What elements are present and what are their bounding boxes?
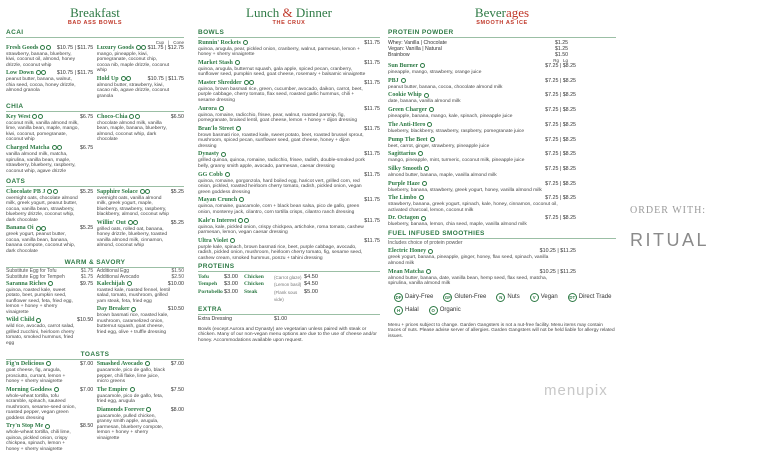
menu-item: Bran'lo Street $11.75 brown basmati rice, roasted kale, sweet potato, beet, roasted brussel sprout, mushroom, spiced pecan, sunflower seed, goat cheese, honey + dijon dressing (198, 125, 380, 149)
beverages-column (388, 6, 616, 339)
menu-item: Ultra Violet $11.75 purple kale, spinach, brown basmati rice, beet, purple cabbage, avocado, radish, pickled onion, mushroom, heirloom cherry tomato, fig, sesame seed, cashew cream, smoked hummus, ponzu + tahini dressing (198, 237, 380, 261)
diet-icon (249, 80, 254, 85)
menu-item: Banana Oi $5.25 greek yogurt, peanut butter, cocoa, vanilla bean, banana, banana compote, coconut whip, dark chocolate (6, 225, 94, 254)
lunch-title: Lunch & Dinner (246, 5, 332, 20)
diet-icon (430, 137, 435, 142)
diet-icon (48, 281, 53, 286)
toasts-heading: TOASTS (6, 351, 184, 360)
diet-icon (244, 218, 249, 223)
menu-item: The Empire $7.50 guacamole, pico de gallo, feta, fried egg, arugula (96, 386, 184, 405)
acai-size-header: Cup | Cone (155, 39, 184, 45)
legend-dairy-free: DF Dairy-Free (395, 294, 434, 301)
diet-icon (219, 106, 224, 111)
menu-item: Sagittarius $7.25 | $8.25 mango, pineapple, mint, turmeric, coconut milk, pineapple juice (388, 151, 576, 164)
diet-icon (45, 424, 50, 429)
legend-nuts: N Nuts (496, 293, 519, 302)
diet-icon (133, 220, 138, 225)
diet-icon (235, 60, 240, 65)
diet-icon (121, 76, 126, 81)
protein-powder-heading: PROTEIN POWDER (388, 29, 616, 38)
menu-item: The Anti-Hero $7.25 | $8.25 blueberry, blackberry, strawberry, raspberry, pomegranate juice (388, 121, 576, 134)
protein-powder-list (388, 40, 616, 59)
menu-item: GG Cobb $11.75 quinoa, romaine, gorgonzola, hard boiled egg, haricot vert, grilled corn, red onion, pickled, roasted heirloom cherry tomato, radish, pickled onion, vegan green goddess dressing (198, 171, 380, 195)
diet-icon (36, 226, 41, 231)
legend-direct-trade: DT Direct Trade (569, 294, 612, 301)
diet-icon (47, 189, 52, 194)
bowls-list (198, 40, 380, 262)
diet-icon (32, 114, 37, 119)
diet-icon (36, 318, 41, 323)
menu-item: Smashed Avocado $7.00 guacamole, pico de gallo, black pepper, chili flake, lime juice, micro greens (96, 361, 184, 385)
breakfast-title: Breakfast (70, 5, 120, 20)
diet-legend (388, 293, 616, 315)
menu-item: Green Charger $7.25 | $8.25 pineapple, banana, mango, kale, spinach, pineapple juice (388, 107, 576, 120)
diet-icon (126, 76, 131, 81)
legend-halal: H Halal (394, 306, 419, 315)
menu-item: Mayan Crunch $11.75 quinoa, romaine, guacamole, corn + black bean salsa, pico de gallo, green onion, monterey jack, cilantro, corn tortilla crisps, cilantro ranch dressing (198, 197, 380, 215)
menu-item: Aurora $11.75 quinoa, romaine, radicchio, frisee, pear, walnut, roasted parsnip, fig, pomegranate, braised lentil, goat cheese, lemon + honey + dijon dressing (198, 105, 380, 124)
diet-icon (46, 361, 51, 366)
infused-subheading: Includes choice of protein powder (388, 239, 463, 246)
menu-item: Choco-Chia $6.50 chocolate almond milk, vanilla bean, maple, banana, blueberry, almond, coconut whip, dark chocolate (96, 113, 184, 143)
menu-item: Sapphire Solace $5.25 overnight oats, vanilla almond milk, greek yogurt, maple, blueberry, strawberry, raspberry, blackberry, almond, coconut whip (96, 188, 184, 218)
menu-item: Electric Honey $10.25 | $11.25 greek yogurt, banana, pineapple, ginger, honey, flax seed, spinach, vanilla almond milk (388, 248, 576, 266)
diet-icon (145, 189, 150, 194)
diet-icon (238, 218, 243, 223)
menu-item: Hold Up $10.75 | $11.75 almond butter, strawberry, kiwi, cacao nib, agave drizzle, coconut granola (96, 75, 184, 99)
diet-icon (236, 126, 241, 131)
diet-icon (130, 387, 135, 392)
protein-row: Tempeh $3.00 Chicken (Lemon basil) $4.50 (198, 281, 318, 288)
diet-icon (57, 145, 62, 150)
bowls-footnote: Bowls (except Aurora and Dynasty) are vegetarian unless paired with steak or chicken. Many of our non-vegan menu options are due to the use of cheese and/or honey. Accommodations available upon request. (198, 326, 377, 343)
lunch-subtitle: THE CRUX (272, 20, 306, 26)
warm-items (6, 281, 184, 349)
menu-item: Pump The Beet $7.25 | $8.25 beet, carrot, ginger, strawberry, pineapple juice (388, 136, 576, 149)
menu-item: Kalechijah $10.00 roasted kale, roasted fennel, lentil salad, tomato, mushroom, grilled yam steak, feta, fried egg (96, 280, 184, 304)
diet-icon (127, 281, 132, 286)
menu-item: Fig'n Delicious $7.00 goat cheese, fig, arugula, prosciutto, currant, lemon + honey + sherry vinaigrette (6, 361, 94, 385)
menu-item: Willin' Out $5.25 grilled oats, rolled oat, banana, honey drizzle, blueberry, toasted vanilla almond milk, cinnamon, almond, coconut whip (96, 219, 184, 249)
menu-item: Saranna Riches $9.75 quinoa, roasted kale, sweet potato, beet, pumpkin seed, sunflower seed, feta, fried egg, lemon + honey + sherry vinaigrette (6, 280, 94, 315)
menu-item: Kale'n Interest $11.75 quinoa, kale, pickled onion, crispy chickpea, artichoke, roma tomato, cashew parmesan, lemon, vegan caesar dressing (198, 217, 380, 235)
diet-icon (422, 181, 427, 186)
proteins-heading: PROTEINS (198, 263, 380, 272)
diet-icon (136, 45, 141, 50)
menu-item: Charged Matcha $6.75 vanilla almond milk, matcha, spirulina, vanilla bean, maple, strawberry, blueberry, raspberry, coconut whip, agave drizzle (6, 145, 94, 174)
menupix-watermark: menupix (544, 382, 608, 399)
diet-icon (428, 249, 433, 254)
diet-icon (419, 195, 424, 200)
extra-heading: EXTRA (198, 306, 380, 315)
bowls-heading: BOWLS (198, 29, 380, 38)
extra-dressing-row: Extra Dressing $1.00 (198, 316, 287, 323)
smoothie-size-header: Rg Lg (553, 58, 568, 64)
diet-icon (424, 93, 429, 98)
menu-item: Dynasty $11.75 grilled quinoa, quinoa, romaine, radicchio, frisee, radish, double-smoked pork belly, granny smith apple, avocado, parmesan, caesar dressing (198, 151, 380, 169)
order-with-panel (630, 205, 760, 251)
diet-icon (131, 307, 136, 312)
menu-item: Wild Child $10.50 wild rice, avocado, carrot salad, grilled zucchini, heirloom cherry tomato, smoked hummus, fried egg (6, 317, 94, 346)
diet-icon (221, 152, 226, 157)
menu-item: Key West $6.75 coconut milk, vanilla almond milk, lime, vanilla bean, maple, mango, kiwi, coconut, pomegranate, coconut whip (6, 113, 94, 143)
diet-icon (41, 226, 46, 231)
menu-item: Low Down $10.75 | $11.75 peanut butter, banana, walnut, chia seed, cocoa, honey drizzle, almond granola (6, 70, 94, 94)
diet-icon (427, 122, 432, 127)
chia-items (6, 114, 184, 176)
menu-item: Silky Smooth $7.25 | $8.25 almond butter, banana, maple, vanilla almond milk (388, 165, 576, 178)
acai-heading: ACAI (6, 29, 184, 38)
organic-icon: O (429, 306, 438, 315)
diet-icon (52, 145, 57, 150)
chia-heading: CHIA (6, 103, 184, 112)
powder-row: Vegan: Vanilla | Natural $1.25 (388, 45, 568, 52)
diet-icon (140, 189, 145, 194)
protein-row: Portobello $3.00 Steak (Flank sous vide) $5.00 (198, 288, 318, 303)
menu-item: Morning Goddess $7.00 whole-wheat tortilla, tofu scramble, spinach, sauteed mushroom, sesame-seed onion, roasted pepper, vegan green goddess dressing (6, 386, 94, 421)
menu-item: Runnin' Rockets $11.75 quinoa, arugula, pear, pickled onion, cranberry, walnut, parmesan, lemon + honey + sherry vinaigrette (198, 39, 380, 57)
diet-icon (41, 70, 46, 75)
menu-item: Chocolate PB J $5.25 overnight oats, chocolate almond milk, greek yogurt, peanut butter, cocoa, vanilla bean, strawberry, blueberry drizzle, coconut whip, dark chocolate (6, 188, 94, 223)
dairy-free-icon: DF (395, 294, 402, 300)
diet-icon (145, 361, 150, 366)
diet-icon (230, 238, 235, 243)
diet-icon (424, 166, 429, 171)
ritual-logo[interactable]: RITUAL (630, 230, 710, 250)
diet-icon (420, 63, 425, 68)
gluten-free-icon: GF (444, 294, 451, 300)
acai-items (6, 45, 184, 102)
halal-icon: H (394, 306, 403, 315)
beverages-subtitle: SMOOTH AS ICE (476, 20, 528, 26)
oats-items (6, 189, 184, 257)
menu-item: Day Breaker $10.50 brown basmati rice, roasted kale, mushroom, caramelized onion, butternut squash, goat cheese, fried egg, olive + truffle dressing (96, 306, 184, 335)
toast-items (6, 361, 184, 455)
diet-icon (38, 114, 43, 119)
diet-icon (225, 172, 230, 177)
legend-vegan: V Vegan (530, 293, 558, 302)
diet-icon (129, 114, 134, 119)
diet-icon (128, 220, 133, 225)
fine-print: Menu + prices subject to change. Garden Gangsters is not a nut-free facility. Menu items may contain traces of nuts. Please advise server of allergies. Garden Gangsters will not be held liable for allergy related issues. (388, 322, 615, 339)
menu-item: The Limbo $7.25 | $8.25 strawberry, banana, greek yogurt, spinach, kale, honey, cinnamon, coconut oil, activated charcoal, lemon, coconut milk (388, 195, 576, 213)
order-with-label: ORDER WITH: (630, 205, 707, 216)
diet-icon (36, 70, 41, 75)
vegan-icon: V (530, 293, 539, 302)
menu-item: Mean Matcha $10.25 | $11.25 almond butter, banana, date, vanilla bean, hemp seed, flax seed, matcha, spirulina, vanilla almond milk (388, 268, 576, 287)
proteins-table (198, 274, 380, 304)
nuts-icon: N (496, 293, 505, 302)
legend-gluten-free: GF Gluten-Free (444, 294, 487, 301)
diet-icon (46, 45, 51, 50)
menu-item: Cookie Whip $7.25 | $8.25 date, banana, vanilla almond milk (388, 92, 576, 105)
infused-heading: FUEL INFUSED SMOOTHIES (388, 230, 616, 239)
diet-icon (239, 197, 244, 202)
diet-icon (243, 40, 248, 45)
beverages-title: Beverages (474, 5, 530, 20)
menu-item: Master Shredder $11.75 quinoa, brown basmati rice, green, cucumber, avocado, daikon, carrot, beet, purple cabbage, cherry tomato, flax seed, roasted garlic hummus, chili + sesame dressing (198, 79, 380, 103)
powder-row: Brainbow $1.50 (388, 51, 568, 58)
diet-icon (418, 151, 423, 156)
menu-item: Fresh Goods $10.75 | $11.75 strawberry, banana, blueberry, kiwi, coconut oil, almond, honey drizzle, coconut whip (6, 44, 94, 68)
oats-heading: OATS (6, 178, 184, 187)
legend-organic: O Organic (429, 306, 461, 315)
direct-trade-icon: DT (569, 294, 576, 300)
diet-icon (244, 80, 249, 85)
powder-row: Whey: Vanilla | Chocolate $1.25 (388, 39, 568, 46)
diet-icon (429, 107, 434, 112)
menu-item: Dr. Octagon $7.25 | $8.25 blueberry, banana, lemon, chia seed, maple, vanilla almond milk (388, 215, 576, 228)
diet-icon (426, 269, 431, 274)
warm-heading: WARM & SAVORY (6, 259, 184, 268)
breakfast-column (6, 6, 184, 455)
protein-row: Tofu $3.00 Chicken (Carrot glaze) $4.50 (198, 273, 318, 280)
smoothie-list (388, 63, 616, 228)
menu-item: PBJ $7.25 | $8.25 peanut butter, banana, cocoa, chocolate almond milk (388, 77, 576, 90)
menu-item: Luxury Goods $11.75 | $12.75 mango, pineapple, kiwi, pomegranate, coconut chip, cocoa nib, maple drizzle, coconut whip (96, 44, 184, 73)
infused-list (388, 248, 616, 286)
diet-icon (135, 114, 140, 119)
diet-icon (421, 216, 426, 221)
lunch-column (198, 6, 380, 343)
menu-item: Sun Burner $7.25 | $8.25 pineapple, mango, strawberry, orange juice (388, 63, 576, 76)
breakfast-subtitle: BAD ASS BOWLS (67, 20, 123, 26)
menu-item: Market Stash $11.75 quinoa, arugula, butternut squash, gala apple, spiced pecan, cranberry, sunflower seed, pumpkin seed, goat cheese, rosemary + balsamic vinaigrette (198, 59, 380, 78)
menu-item: Purple Haze $7.25 | $8.25 blueberry, banana, strawberry, greek yogurt, honey, vanilla almond milk (388, 180, 576, 193)
diet-icon (53, 189, 58, 194)
diet-icon (401, 78, 406, 83)
diet-icon (141, 45, 146, 50)
diet-icon (146, 407, 151, 412)
menu-item: Diamonds Forever $8.00 guacamole, pulled chicken, granny smith apple, arugula, parmesan, blueberry compote, lemon + honey + sherry vinaigrette (96, 406, 184, 441)
menu-item: Try'n Stop Me $8.50 whole-wheat tortilla, chili lime, quinoa, pickled onion, crispy chickpea, spinach, lemon + honey + sherry vinaigrette (6, 423, 94, 452)
diet-icon (40, 45, 45, 50)
warm-notes: Substitute Egg for Tofu $1.75 Substitute Egg for Tempeh $1.75 Additional Egg $1.50 Additional Avocado $2.50 (6, 268, 184, 280)
diet-icon (54, 387, 59, 392)
